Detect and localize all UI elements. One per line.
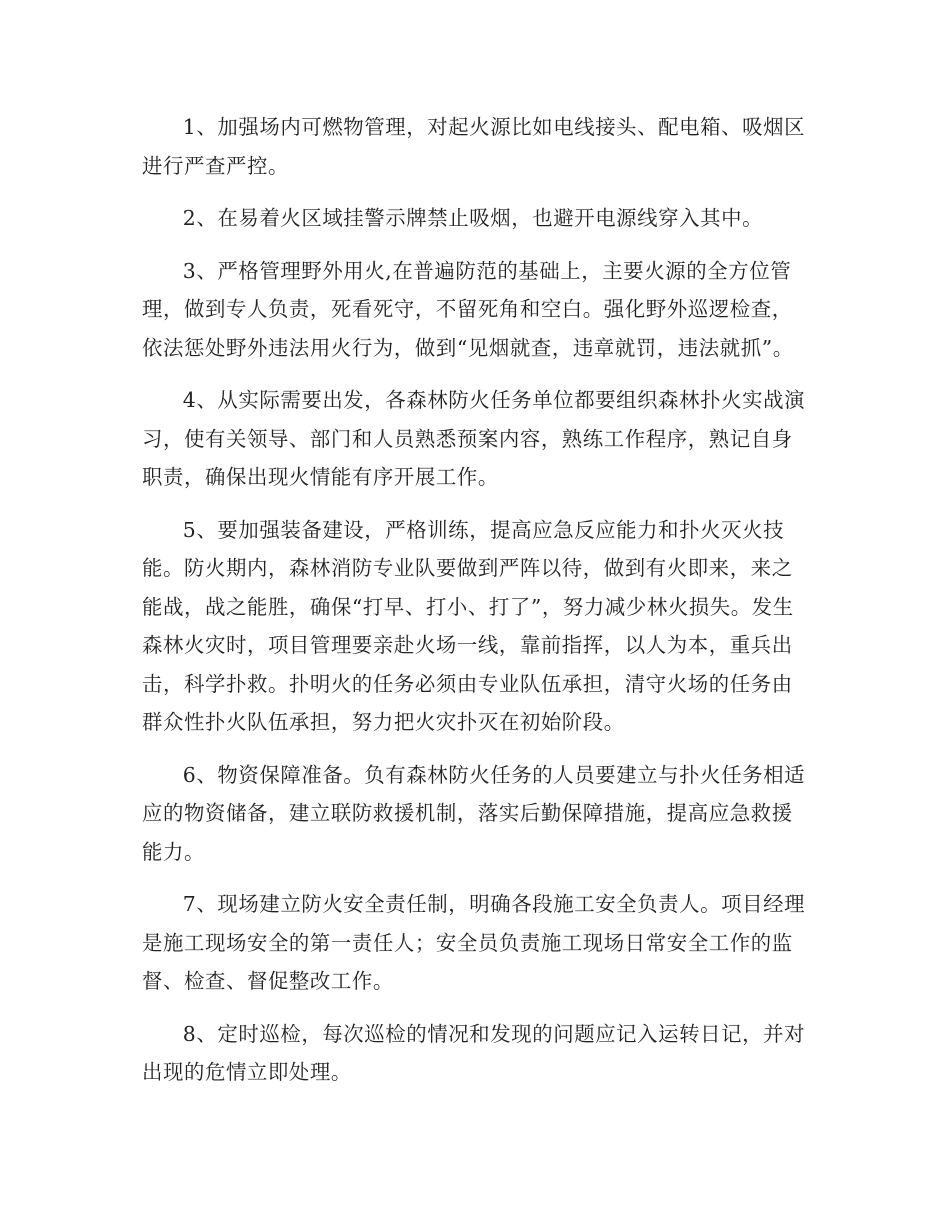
paragraph-1: 1、加强场内可燃物管理，对起火源比如电线接头、配电箱、吸烟区进行严查严控。 <box>142 115 806 178</box>
document-body <box>142 108 810 1106</box>
paragraph-5: 5、要加强装备建设，严格训练，提高应急反应能力和扑火灭火技能。防火期内，森林消防专业队要做到严阵以待，做到有火即来，来之能战，战之能胜，确保“打早、打小、打了”，努力减少林火损失。发生森林火灾时，项目管理要亲赴火场一线，靠前指挥，以人为本，重兵出击，科学扑救。扑明火的任务必须由专业队伍承担，清守火场的任务由群众性扑火队伍承担，努力把火灾扑灭在初始阶段。 <box>142 517 794 734</box>
paragraph-4: 4、从实际需要出发，各森林防火任务单位都要组织森林扑火实战演习，使有关领导、部门和人员熟悉预案内容，熟练工作程序，熟记自身职责，确保出现火情能有序开展工作。 <box>142 388 806 489</box>
paragraph-2: 2、在易着火区域挂警示牌禁止吸烟，也避开电源线穿入其中。 <box>182 206 764 230</box>
paragraph-7: 7、现场建立防火安全责任制，明确各段施工安全负责人。项目经理是施工现场安全的第一责任人；安全员负责施工现场日常安全工作的监督、检查、督促整改工作。 <box>142 892 806 993</box>
paragraph-6: 6、物资保障准备。负有森林防火任务的人员要建立与扑火任务相适应的物资储备，建立联防救援机制，落实后勤保障措施，提高应急救援能力。 <box>142 762 806 864</box>
paragraph-3: 3、严格管理野外用火,在普遍防范的基础上，主要火源的全方位管理，做到专人负责，死看死守，不留死角和空白。强化野外巡逻检查，依法惩处野外违法用火行为，做到“见烟就查，违章就罚，违法就抓”。 <box>142 258 794 360</box>
paragraph-8: 8、定时巡检，每次巡检的情况和发现的问题应记入运转日记，并对出现的危情立即处理。 <box>142 1021 806 1084</box>
